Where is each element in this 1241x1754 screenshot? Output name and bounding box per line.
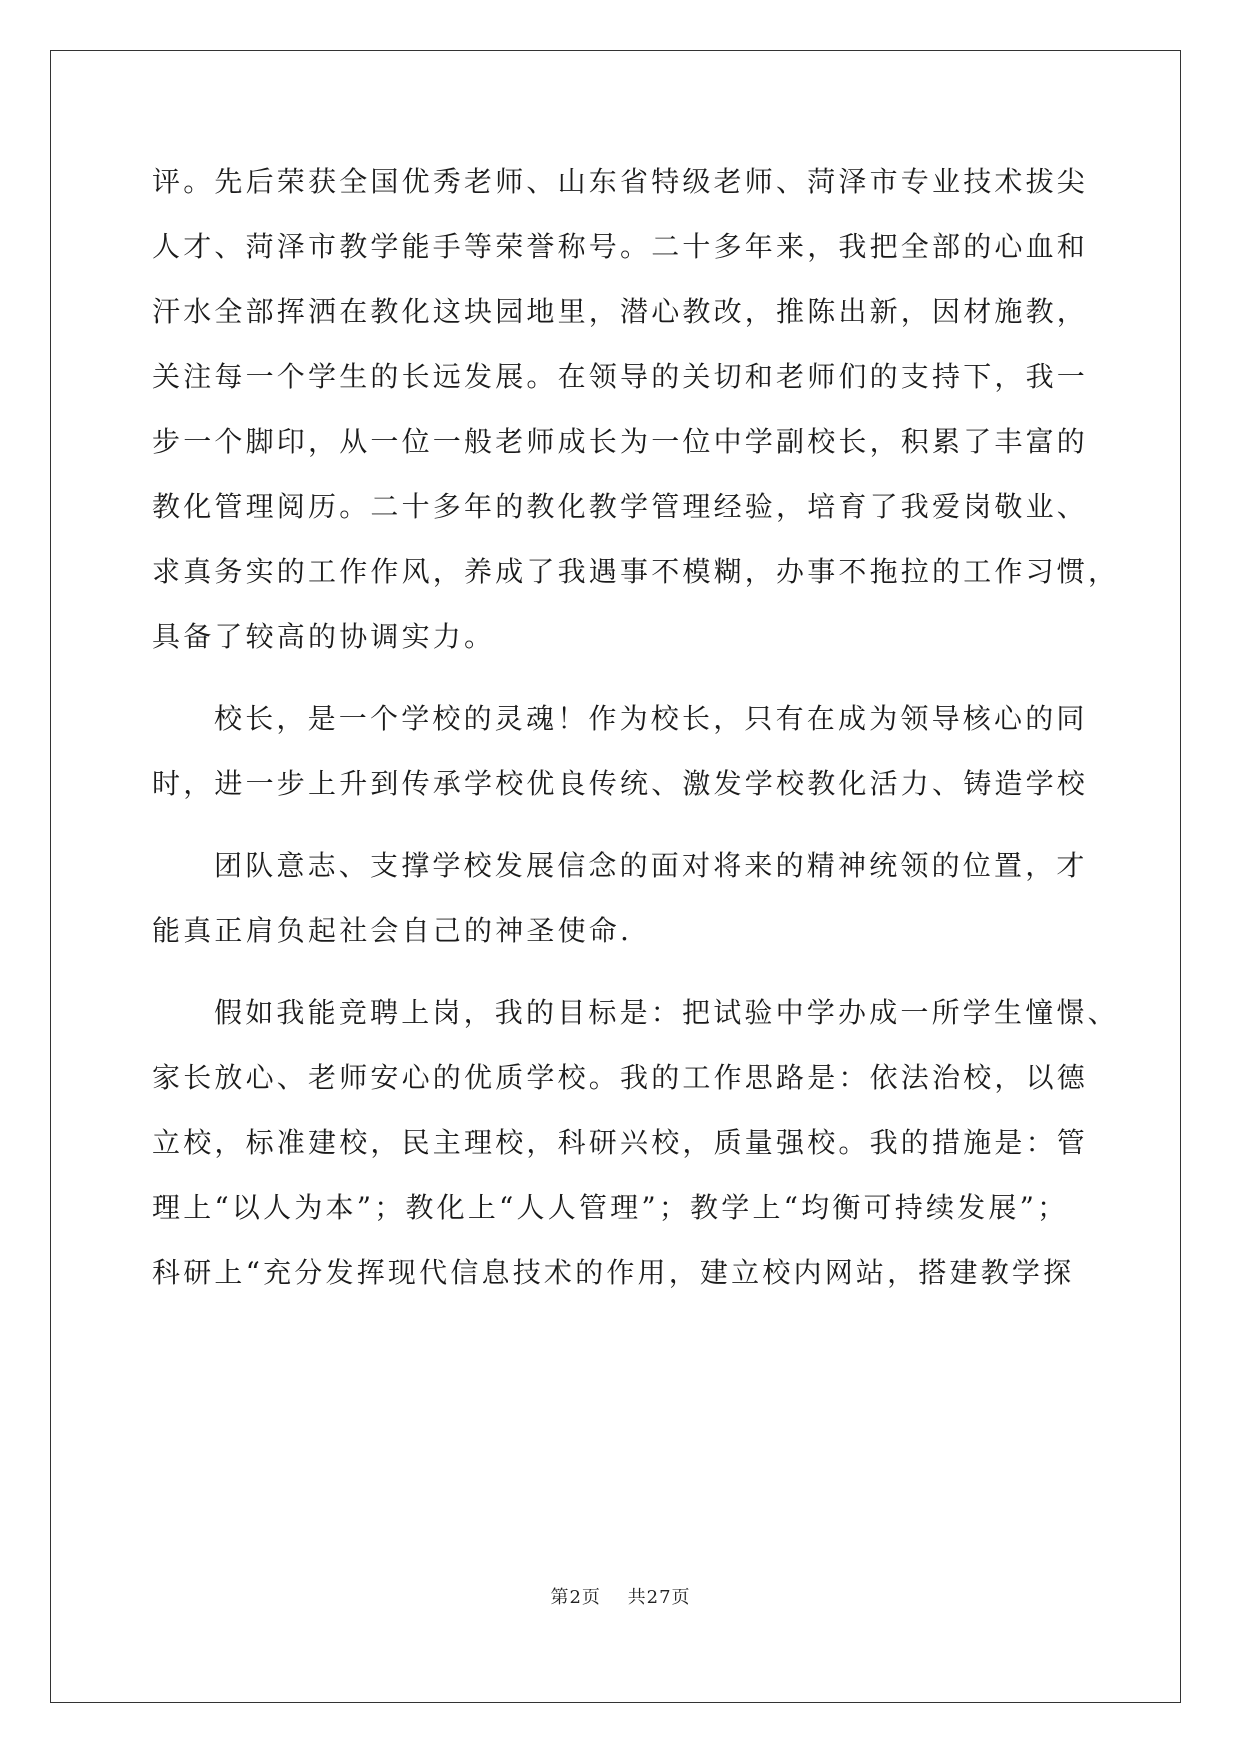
text-line: 步一个脚印，从一位一般老师成长为一位中学副校长，积累了丰富的	[152, 425, 1089, 458]
page-total: 共27页	[627, 1587, 691, 1608]
paragraph-start-line: 校长，是一个学校的灵魂！作为校长，只有在成为领导核心的同	[214, 702, 1088, 735]
text-line: 能真正肩负起社会自己的神圣使命.	[152, 914, 633, 947]
text-line: 立校，标准建校，民主理校，科研兴校，质量强校。我的措施是：管	[152, 1126, 1089, 1159]
document-body	[152, 163, 1120, 1319]
page-number: 第2页	[550, 1587, 601, 1608]
text-line: 具备了较高的协调实力。	[152, 620, 496, 653]
paragraph-start-line: 假如我能竞聘上岗，我的目标是：把试验中学办成一所学生憧憬、	[214, 996, 1119, 1029]
text-line: 教化管理阅历。二十多年的教化教学管理经验，培育了我爱岗敬业、	[152, 490, 1089, 523]
text-line: 科研上“充分发挥现代信息技术的作用，建立校内网站，搭建教学探	[152, 1256, 1075, 1289]
page-footer	[0, 1583, 1241, 1609]
text-line: 关注每一个学生的长远发展。在领导的关切和老师们的支持下，我一	[152, 360, 1089, 393]
text-line: 人才、菏泽市教学能手等荣誉称号。二十多年来，我把全部的心血和	[152, 230, 1089, 263]
text-line: 家长放心、老师安心的优质学校。我的工作思路是：依法治校，以德	[152, 1061, 1089, 1094]
text-line: 时，进一步上升到传承学校优良传统、激发学校教化活力、铸造学校	[152, 767, 1089, 800]
text-line: 评。先后荣获全国优秀老师、山东省特级老师、菏泽市专业技术拔尖	[152, 165, 1089, 198]
text-line: 理上“以人为本”；教化上“人人管理”；教学上“均衡可持续发展”；	[152, 1191, 1069, 1224]
text-line: 汗水全部挥洒在教化这块园地里，潜心教改，推陈出新，因材施教，	[152, 295, 1089, 328]
text-line: 求真务实的工作作风，养成了我遇事不模糊，办事不拖拉的工作习惯，	[152, 555, 1120, 588]
paragraph-start-line: 团队意志、支撑学校发展信念的面对将来的精神统领的位置，才	[214, 849, 1088, 882]
